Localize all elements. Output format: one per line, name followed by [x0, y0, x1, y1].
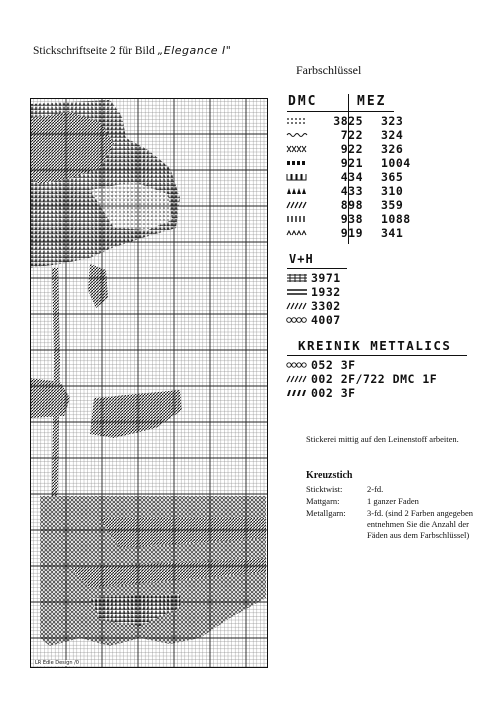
- vh-header: V+H: [289, 252, 314, 266]
- rings-symbol-icon: [286, 361, 308, 369]
- color-row: [286, 373, 437, 385]
- right-leaf-shape: [90, 390, 182, 438]
- vh-code: 3971: [311, 271, 341, 285]
- dmc-code: 722: [340, 128, 363, 142]
- dmc-code: 3825: [333, 114, 363, 128]
- carets-symbol-icon: [286, 229, 314, 237]
- page-title: [33, 44, 231, 57]
- lines-symbol-icon: [286, 288, 308, 296]
- instruction-note: Stickerei mittig auf den Leinenstoff arbeiten.: [306, 434, 459, 444]
- stitch-label: Mattgarn:: [306, 496, 340, 506]
- color-row: [286, 227, 403, 239]
- color-row: [286, 199, 403, 211]
- dmc-header-rule: [287, 111, 394, 112]
- mez-column-header: MEZ: [357, 94, 387, 109]
- waves-symbol-icon: [286, 131, 314, 139]
- dmc-code: 922: [340, 142, 363, 156]
- kreinik-header: KREINIK METTALICS: [298, 338, 452, 353]
- stitch-type-heading: Kreuzstich: [306, 470, 353, 481]
- mez-code: 1004: [381, 156, 411, 170]
- dmc-code: 921: [340, 156, 363, 170]
- vh-code: 4007: [311, 313, 341, 327]
- vh-code: 3302: [311, 299, 341, 313]
- stitch-value: 1 ganzer Faden: [367, 496, 419, 506]
- loops-symbol-icon: [286, 316, 308, 324]
- color-row: [286, 143, 403, 155]
- dmc-code: 938: [340, 212, 363, 226]
- color-row: [286, 185, 403, 197]
- cross-stitch-chart: [30, 98, 268, 668]
- mez-code: 323: [381, 114, 404, 128]
- dashes-symbol-icon: [286, 159, 314, 167]
- chart-credit: LR Edle Design /0: [35, 660, 79, 666]
- mez-code: 341: [381, 226, 404, 240]
- dmc-code: 433: [340, 184, 363, 198]
- mez-code: 324: [381, 128, 404, 142]
- vh-header-rule: [287, 268, 347, 269]
- mez-code: 365: [381, 170, 404, 184]
- mez-code: 359: [381, 198, 404, 212]
- color-row: [286, 213, 411, 225]
- cup-symbol-icon: [286, 173, 314, 181]
- slashes-symbol-icon: [286, 375, 308, 383]
- color-row: [286, 129, 403, 141]
- grid-symbol-icon: [286, 274, 308, 282]
- dmc-code: 898: [340, 198, 363, 212]
- dmc-column-header: DMC: [288, 94, 318, 109]
- kreinik-code: 002 2F/722 DMC 1F: [311, 372, 438, 386]
- color-row: [286, 157, 411, 169]
- color-row: [286, 314, 341, 326]
- kreinik-code: 002 3F: [311, 386, 356, 400]
- color-key-heading: Farbschlüssel: [296, 63, 362, 77]
- triangles-symbol-icon: [286, 187, 314, 195]
- slashes-symbol-icon: [286, 201, 314, 209]
- left-leaf-shape: [30, 378, 70, 418]
- stitch-value: 2-fd.: [367, 484, 384, 494]
- stitch-value: 3-fd. (sind 2 Farben angegeben entnehmen Sie die Anzahl der Fäden aus dem Farbschlüssel): [367, 508, 473, 540]
- stitch-label: Sticktwist:: [306, 484, 343, 494]
- mez-code: 1088: [381, 212, 411, 226]
- title-design-name: „Elegance I": [157, 44, 232, 57]
- color-row: [286, 171, 403, 183]
- color-row: [286, 115, 403, 127]
- color-row: [286, 300, 341, 312]
- vh-code: 1932: [311, 285, 341, 299]
- mez-code: 310: [381, 184, 404, 198]
- kreinik-header-rule: [287, 355, 467, 356]
- color-row: [286, 286, 341, 298]
- bars-symbol-icon: [286, 215, 314, 223]
- dots-symbol-icon: [286, 117, 314, 125]
- mez-code: 326: [381, 142, 404, 156]
- crosses-symbol-icon: [286, 145, 314, 153]
- slashes-symbol-icon: [286, 302, 308, 310]
- stitch-label: Metallgarn:: [306, 508, 346, 518]
- color-row: [286, 359, 356, 371]
- dmc-code: 434: [340, 170, 363, 184]
- blocks-symbol-icon: [286, 389, 308, 397]
- color-row: [286, 272, 341, 284]
- bud-shape: [88, 264, 108, 308]
- dmc-code: 919: [340, 226, 363, 240]
- color-row: [286, 387, 356, 399]
- kreinik-code: 052 3F: [311, 358, 356, 372]
- title-prefix: Stickschriftseite 2 für Bild: [33, 45, 158, 57]
